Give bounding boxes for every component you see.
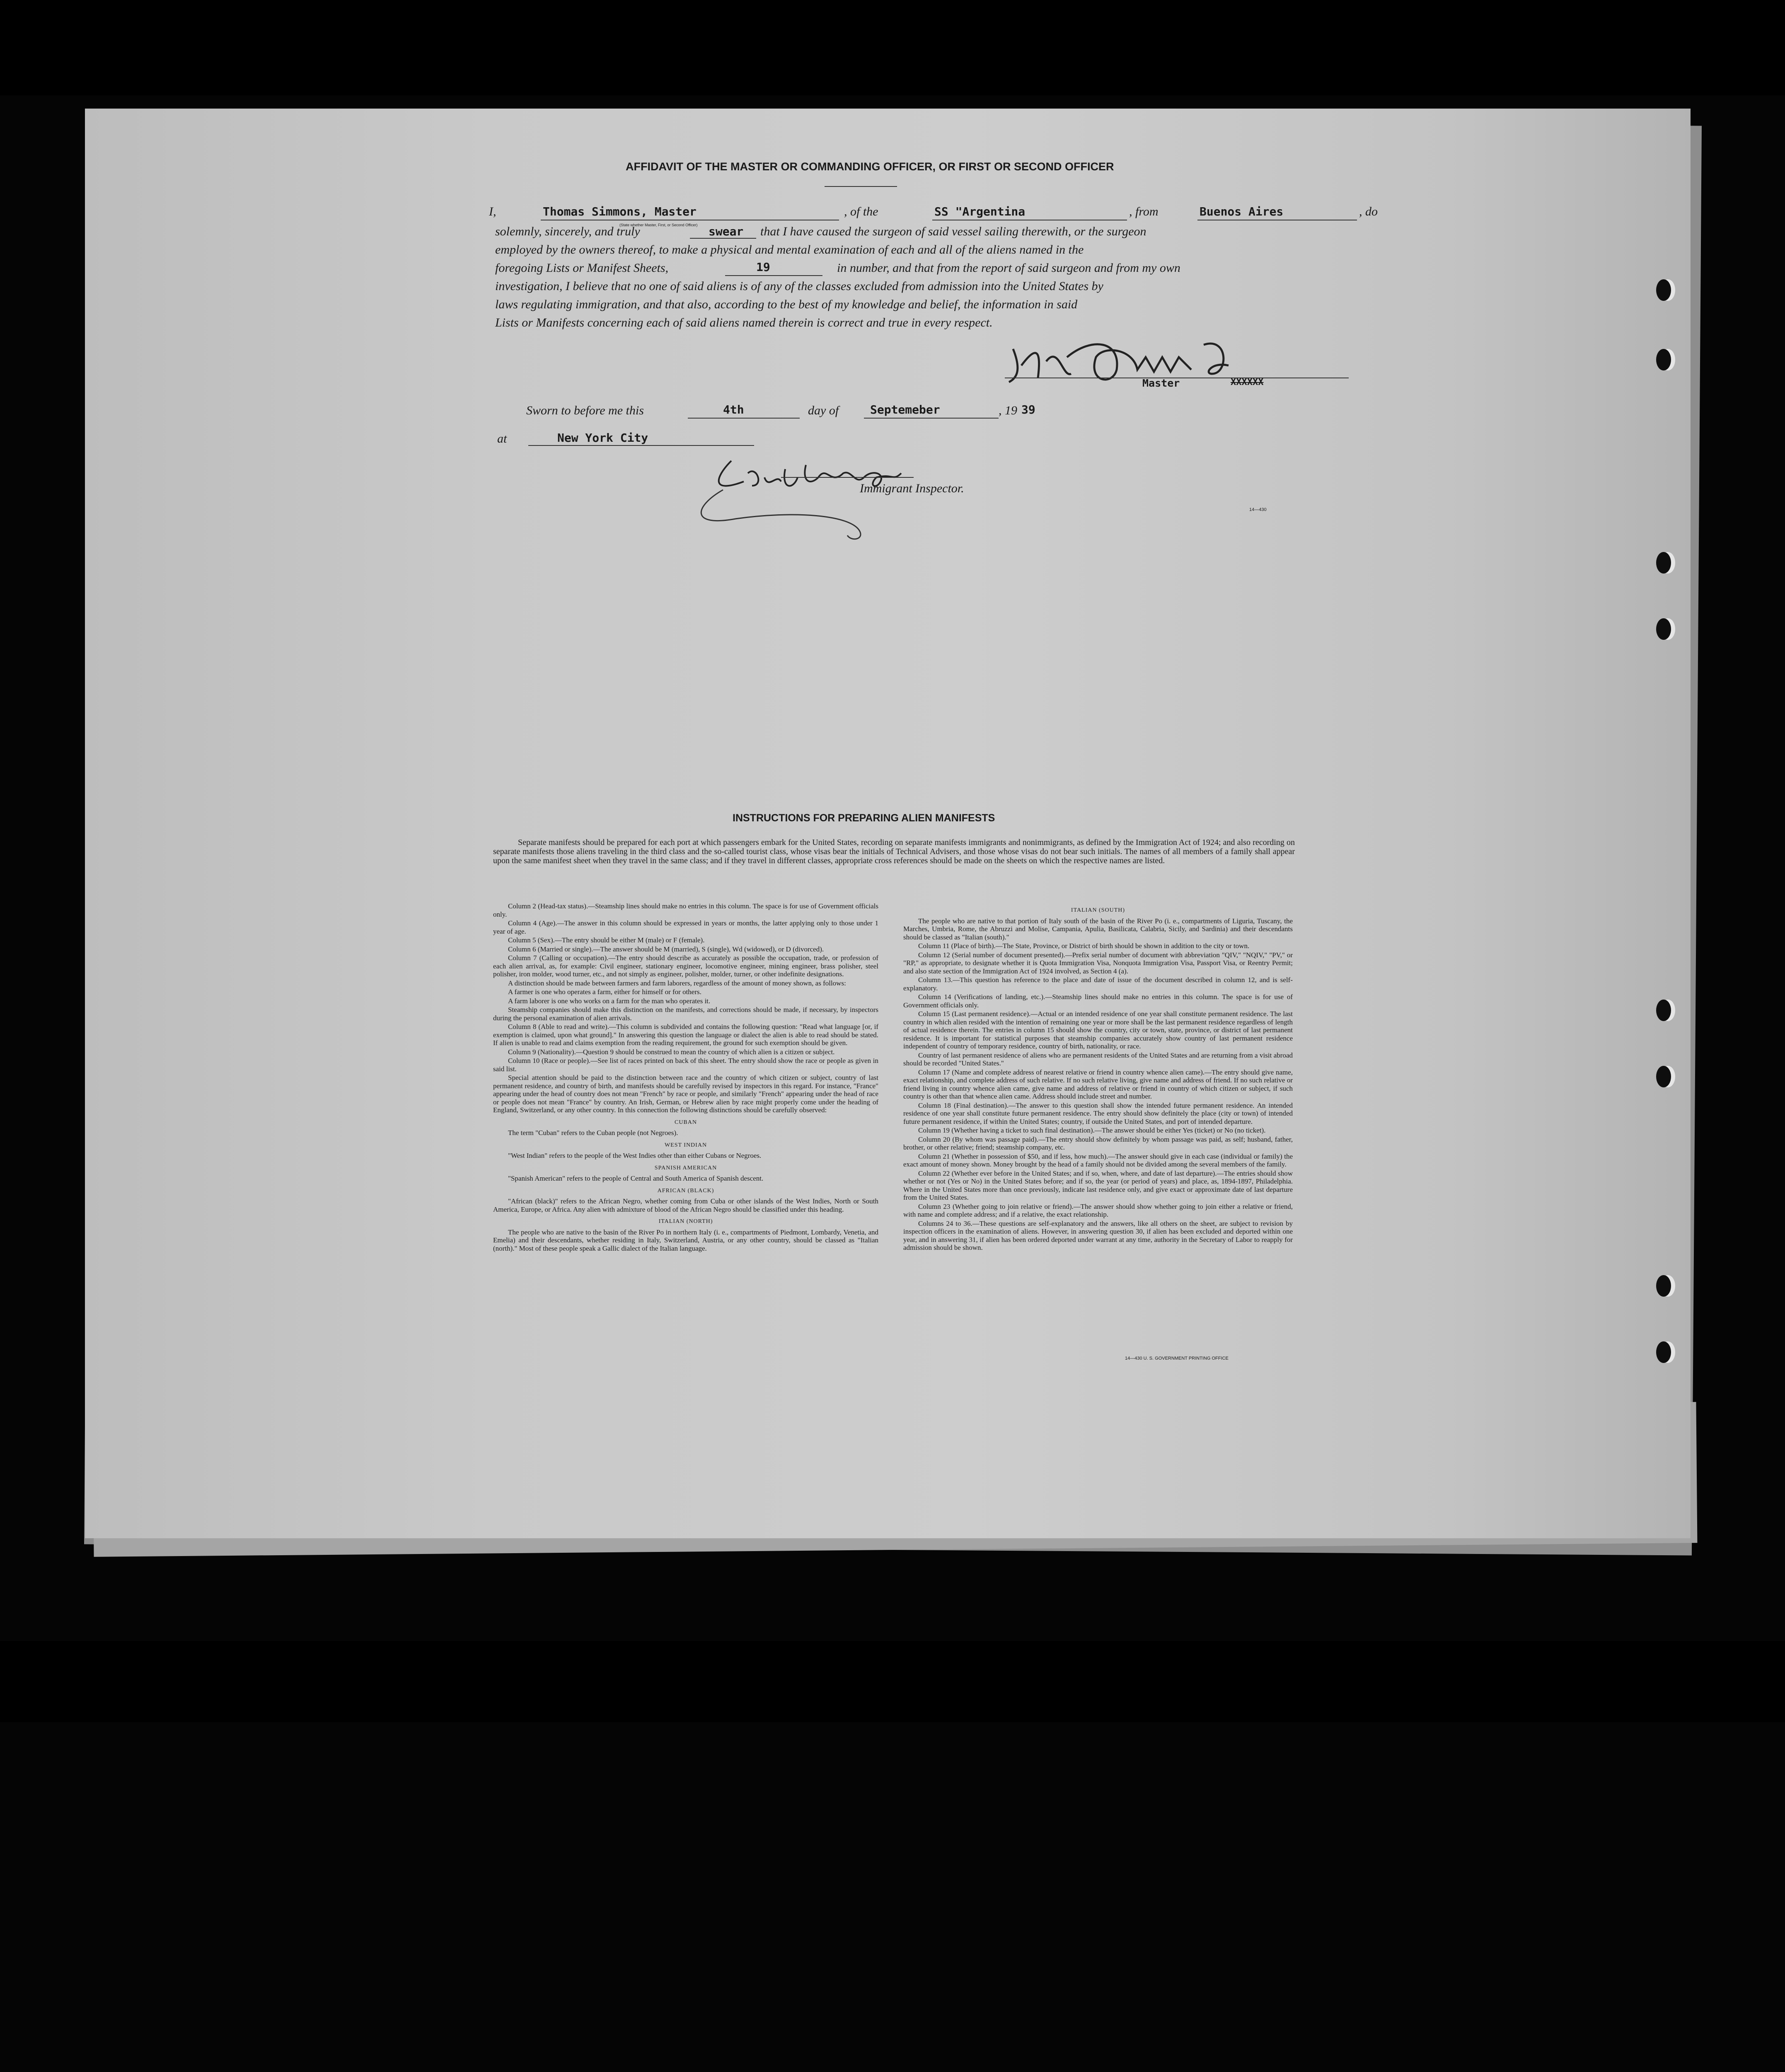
swear-line [690, 238, 756, 239]
instructions-left-column [493, 902, 878, 1253]
day-of-label: day of [808, 404, 839, 417]
instruction-paragraph: A farm laborer is one who works on a farm for the man who operates it. [508, 997, 711, 1005]
instruction-paragraph: Steamship companies should make this distinction on the manifests, and corrections should be made, if necessary, by inspectors during the personal examination of alien arrivals. [493, 1006, 878, 1022]
instruction-paragraph: Column 14 (Verifications of landing, etc.).—Steamship lines should make no entries in this column. The space is for use of Government officials only. [903, 993, 1293, 1009]
line5: investigation, I believe that no one of said aliens is of any of the classes excluded from admission into the United States by [495, 279, 1103, 293]
instructions-title: INSTRUCTIONS FOR PREPARING ALIEN MANIFESTS [733, 812, 995, 824]
manifest-page [85, 109, 1691, 1538]
instruction-paragraph: Column 21 (Whether in possession of $50, and if less, how much).—The answer should give in each case (individual or family) the exact amount of money shown. Money brought by the head of a family should not be divided among the several members of the family. [903, 1152, 1293, 1168]
instruction-heading: AFRICAN (BLACK) [657, 1187, 714, 1194]
instruction-heading: CUBAN [674, 1119, 697, 1126]
instruction-paragraph: Column 13.—This question has reference to the place and date of issue of the document described in column 12, and is self-explanatory. [903, 976, 1293, 992]
instruction-paragraph: Column 22 (Whether ever before in the United States; and if so, when, where, and date of last departure).—The entries should show whether or not (Yes or No) in the United States before; and if so, the year (or period of years) and place, as, 1894-1897, Philadelphia. Where in the United States more than once previously, indicate last residence only, and give exact or approximate date of last departure from the United States. [903, 1169, 1293, 1201]
instruction-paragraph: Column 19 (Whether having a ticket to such final destination).—The answer should be either Yes (ticket) or No (no ticket). [918, 1126, 1266, 1134]
binder-hole-3 [1656, 552, 1671, 574]
form-number-top: 14—430 [1249, 507, 1267, 512]
binder-hole-1 [1656, 279, 1671, 301]
from-label: , from [1129, 205, 1159, 218]
instructions-right-column [903, 902, 1293, 1253]
instruction-paragraph: The people who are native to that portion of Italy south of the basin of the River Po (i. e., compartments of Liguria, Tuscany, the Marches, Umbria, Rome, the Abruzzi and Molise, Campania, Apulia, Basilicata, Calabria, Sicily, and Sardinia) and their descendants should be classed as "Italian (south)." [903, 917, 1293, 941]
printing-footer: 14—430 U. S. GOVERNMENT PRINTING OFFICE [1125, 1356, 1229, 1361]
line2-rest: that I have caused the surgeon of said vessel sailing therewith, or the surgeon [760, 225, 1146, 238]
instruction-paragraph: "African (black)" refers to the African Negro, whether coming from Cuba or other islands of the West Indies, North or South America, Europe, or Africa. Any alien with admixture of blood of the African Negro should be classified under this heading. [493, 1197, 878, 1213]
instruction-heading: WEST INDIAN [664, 1142, 707, 1148]
instruction-heading: ITALIAN (SOUTH) [1071, 907, 1125, 913]
line4-b: in number, and that from the report of said surgeon and from my own [837, 261, 1180, 275]
place-field: New York City [557, 431, 648, 445]
instruction-paragraph: Column 10 (Race or people).—See list of races printed on back of this sheet. The entry should show the race or people as given in said list. [493, 1057, 878, 1073]
instruction-paragraph: Column 2 (Head-tax status).—Steamship lines should make no entries in this column. The space is for use of Government officials only. [493, 902, 878, 918]
instruction-paragraph: Special attention should be paid to the distinction between race and the country of which citizen or subject, country of last permanent residence, and country of birth, and manifests should be carefully revised by inspectors in this regard. For instance, "France" appearing under the head of country does not mean "French" by race or people, and similarly "French" appearing under the head of race or people does not mean "France" by country. An Irish, German, or Hebrew alien by race might properly come under the heading of England, Switzerland, or any other country. In this connection the following distinctions should be carefully observed: [493, 1074, 878, 1114]
line7: Lists or Manifests concerning each of said aliens named therein is correct and true in every respect. [495, 316, 993, 329]
instruction-paragraph: Column 15 (Last permanent residence).—Actual or an intended residence of one year shall constitute permanent residence. The last country in which alien resided with the intention of remaining one year or more shall be the last permanent residence regardless of length of actual residence therein. The entries in column 15 should show the country, city or town, state, province, or district of last permanent residence. It is important for statistical purposes that steamship companies accurately show country of last permanent residence independent of country of temporary residence, country of birth, nationality, or race. [903, 1010, 1293, 1050]
instruction-heading: ITALIAN (NORTH) [658, 1218, 713, 1225]
solemnly-text: solemnly, sincerely, and truly [495, 225, 640, 238]
year-prefix: , 19 [999, 404, 1017, 417]
instruction-paragraph: Column 17 (Name and complete address of nearest relative or friend in country whence alien came).—The entry should give name, exact relationship, and complete address of such relative. If no such relative living, give name and address of friend. If no such relative or friend living in country whence alien came, give name and address of relative or friend in country of which citizen or subject, if such country is other than that whence alien came. Address should include street and number. [903, 1068, 1293, 1100]
binder-hole-6 [1656, 1066, 1671, 1087]
instruction-heading: SPANISH AMERICAN [654, 1164, 717, 1171]
instruction-paragraph: Column 20 (By whom was passage paid).—The entry should show definitely by whom passage was paid, as self; husband, father, brother, or other relative; friend; steamship company, etc. [903, 1135, 1293, 1151]
instruction-paragraph: Column 6 (Married or single).—The answer should be M (married), S (single), Wd (widowed), or D (divorced). [508, 945, 824, 953]
instruction-paragraph: A farmer is one who operates a farm, either for himself or for others. [508, 988, 701, 996]
instruction-paragraph: The people who are native to the basin of the River Po in northern Italy (i. e., compartments of Piedmont, Lombardy, Venetia, and Emelia) and their descendants, whether residing in Italy, Switzerland, Austria, or any other country, should be classed as "Italian (north)." Most of these people speak a Gallic dialect of the Italian language. [493, 1228, 878, 1252]
binder-hole-4 [1656, 618, 1671, 640]
binder-hole-2 [1656, 349, 1671, 370]
month-field: Septemeber [870, 403, 940, 416]
master-name-field: Thomas Simmons, Master [543, 205, 697, 218]
inspector-signature [686, 448, 976, 544]
instruction-paragraph: Column 18 (Final destination).—The answer to this question shall show the intended future permanent residence. An intended residence of one year shall constitute future permanent residence. The entry should show definitely the place (city or town) of intended future permanent residence, if within the United States; country, if outside the United States, and port of intended departure. [903, 1101, 1293, 1126]
swear-field: swear [709, 225, 744, 238]
film-border-top [0, 0, 1785, 95]
do-label: , do [1359, 205, 1378, 218]
instructions-intro: Separate manifests should be prepared for each port at which passengers embark for the United States, recording on separate manifests immigrants and nonimmigrants, as defined by the Immigration Act of 1924; and also recording on separate manifests those aliens traveling in the third class and the so-called tourist class, whose visas bear the initials of Technical Advisers, and those whose visas do not bear such initials. The names of all members of a family shall appear upon the same manifest sheet when they travel in the same class; and if they travel in different classes, appropriate cross references should be made on the sheets on which the respective names are listed. [493, 838, 1295, 865]
instruction-paragraph: Column 7 (Calling or occupation).—The entry should describe as accurately as possible the occupation, trade, or profession of each alien arrival, as, for example: Civil engineer, stationary engineer, locomotive engineer, mining engineer, brass polisher, steel polisher, iron molder, wood turner, etc., and not simply as engineer, polisher, molder, turner, or other indefinite designations. [493, 954, 878, 978]
vessel-field: SS "Argentina [934, 205, 1026, 218]
instruction-paragraph: The term "Cuban" refers to the Cuban people (not Negroes). [508, 1129, 678, 1137]
instruction-paragraph: Column 4 (Age).—The answer in this column should be expressed in years or months, the latter applying only to those under 1 year of age. [493, 919, 878, 935]
day-line [688, 418, 800, 419]
instruction-paragraph: Column 12 (Serial number of document presented).—Prefix serial number of document with abbreviation "QIV," "NQIV," "PV," or "RP," as appropriate, to designate whether it is Quota Immigration Visa, Nonquota Immigration Visa, Passport Visa, or Reentry Permit; and also state section of the Immigration Act of 1924 involved, as Section 4 (a). [903, 951, 1293, 975]
line4-a: foregoing Lists or Manifest Sheets, [495, 261, 669, 275]
place-line [528, 445, 754, 446]
year-suffix: 39 [1021, 403, 1035, 416]
instruction-paragraph: Column 23 (Whether going to join relative or friend).—The answer should show whether going to join either a relative or friend, with name and complete address; and if a relative, the exact relationship. [903, 1202, 1293, 1218]
instruction-paragraph: Columns 24 to 36.—These questions are self-explanatory and the answers, like all others on the sheet, are subject to revision by inspection officers in the examination of aliens. However, in answering question 30, if alien has been excluded and deported within one year, and in answering 31, if alien has been ordered deported under warrant at any time, authority in the Secretary of Labor to reapply for admission should be shown. [903, 1219, 1293, 1251]
sworn-label: Sworn to before me this [526, 404, 644, 417]
line6: laws regulating immigration, and that also, according to the best of my knowledge and belief, the information in said [495, 298, 1078, 311]
instruction-paragraph: Column 9 (Nationality).—Question 9 should be construed to mean the country of which alien is a citizen or subject. [508, 1048, 835, 1056]
inspector-label: Immigrant Inspector. [860, 482, 964, 495]
instruction-paragraph: Column 8 (Able to read and write).—This column is subdivided and contains the following question: "Read what language [or, if exemption is claimed, upon what ground]." In answering this question the language or dialect the alien is able to read should be stated. If alien is unable to read and claims exemption from the reading requirement, the ground for such exemption should be given. [493, 1023, 878, 1047]
struck-text: XXXXXX [1231, 377, 1264, 387]
affidavit-title: AFFIDAVIT OF THE MASTER OR COMMANDING OFFICER, OR FIRST OR SECOND OFFICER [626, 160, 1114, 173]
i-label: I, [489, 205, 496, 218]
film-border-bottom [0, 1641, 1785, 1722]
instruction-paragraph: Column 5 (Sex).—The entry should be either M (male) or F (female). [508, 936, 705, 944]
signer-title: Master [1142, 377, 1180, 389]
instruction-paragraph: "Spanish American" refers to the people of Central and South America of Spanish descent. [508, 1174, 764, 1182]
binder-hole-5 [1656, 1000, 1671, 1021]
state-note: (State whether Master, First, or Second Officer) [619, 223, 698, 227]
binder-hole-7 [1656, 1275, 1671, 1297]
from-port-field: Buenos Aires [1200, 205, 1284, 218]
instruction-paragraph: Country of last permanent residence of aliens who are permanent residents of the United States and are returning from a visit abroad should be recorded "United States." [903, 1051, 1293, 1067]
day-field: 4th [723, 403, 744, 416]
title-rule [825, 186, 897, 187]
instruction-paragraph: "West Indian" refers to the people of the West Indies other than either Cubans or Negroes. [508, 1152, 762, 1159]
sheets-count-field: 19 [756, 260, 770, 274]
sheets-count-line [725, 275, 822, 276]
line3: employed by the owners thereof, to make a physical and mental examination of each and all of the aliens named in the [495, 243, 1084, 257]
month-line [864, 418, 999, 419]
of-the-label: , of the [844, 205, 878, 218]
at-label: at [497, 432, 507, 445]
instruction-paragraph: Column 11 (Place of birth).—The State, Province, or District of birth should be shown in addition to the city or town. [918, 942, 1250, 950]
instruction-paragraph: A distinction should be made between farmers and farm laborers, regardless of the amount of money shown, as follows: [508, 979, 846, 987]
binder-hole-8 [1656, 1341, 1671, 1363]
